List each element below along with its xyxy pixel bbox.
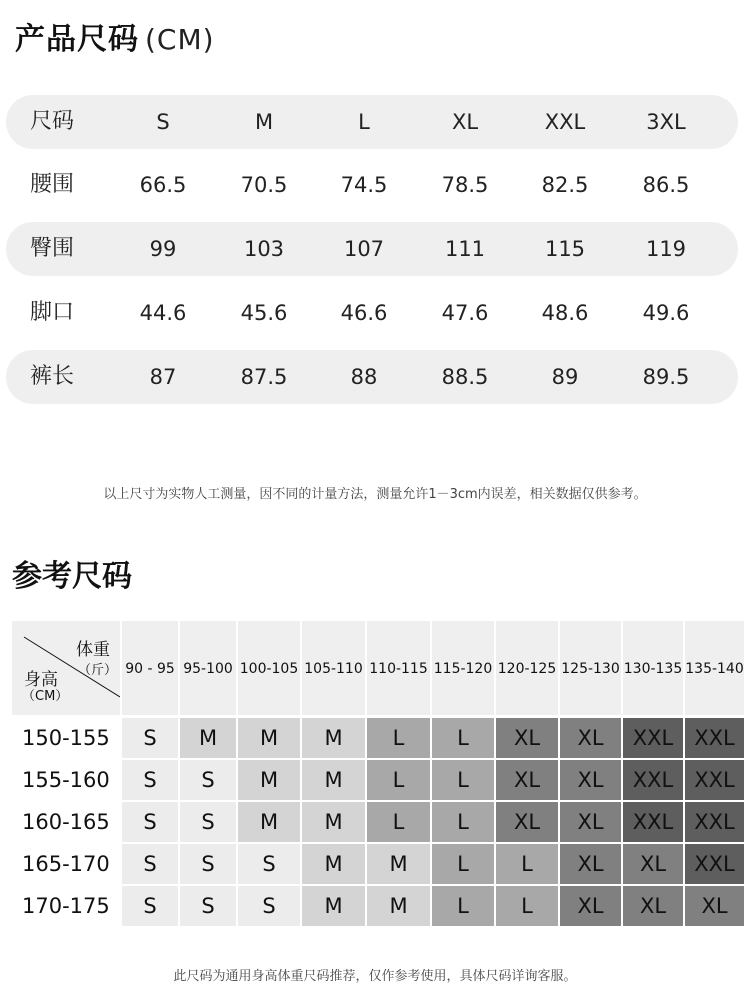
size-recommendation-cell: M [302,886,365,926]
weight-header-cell: 110-115 [367,621,430,715]
measurement-cell: 115 [544,237,586,261]
row-label: 脚口 [30,300,75,325]
weight-unit: （斤） [78,663,118,678]
weight-header-cell: 130-135 [623,621,683,715]
size-recommendation-cell: L [432,886,494,926]
size-recommendation-cell: XXL [623,718,683,758]
size-recommendation-cell: L [367,802,430,842]
measurement-note: 以上尺寸为实物人工测量，因不同的计量方法，测量允许1－3cm内误差，相关数据仅供参考。 [103,487,647,502]
size-recommendation-cell: M [302,718,365,758]
measurement-cell: 46.6 [340,301,388,325]
measurement-cell: 49.6 [642,301,690,325]
size-recommendation-cell: S [180,802,236,842]
reference-size-grid [12,621,744,928]
weight-label: 体重 [76,640,110,660]
size-header-cell: 3XL [646,110,686,134]
corner-header-cell [12,621,120,715]
size-header-cell: XL [451,110,479,134]
product-size-title: 产品尺码 [15,22,139,57]
size-recommendation-cell: M [238,760,300,800]
size-recommendation-cell: S [180,886,236,926]
measurement-cell: 44.6 [139,301,187,325]
size-recommendation-cell: XL [496,760,558,800]
size-recommendation-cell: XL [496,802,558,842]
measurement-cell: 78.5 [441,173,489,197]
size-recommendation-cell: XXL [685,844,744,884]
measurement-cell: 99 [149,237,177,261]
height-unit: （CM） [22,689,69,704]
weight-header-cell: 115-120 [432,621,494,715]
size-recommendation-cell: L [432,802,494,842]
size-recommendation-cell: XL [623,886,683,926]
measurement-cell: 87 [149,365,177,389]
size-header-cell: L [358,110,370,134]
measurement-cell: 70.5 [240,173,288,197]
product-size-row [6,158,738,212]
product-size-header-row [6,95,738,149]
size-recommendation-cell: M [238,718,300,758]
size-recommendation-cell: XXL [623,760,683,800]
section-title-reference-size: 参考尺码 [12,559,132,594]
size-recommendation-cell: XXL [685,718,744,758]
size-recommendation-cell: XL [560,718,621,758]
size-recommendation-cell: XL [560,802,621,842]
size-recommendation-cell: S [122,718,178,758]
size-recommendation-cell: M [180,718,236,758]
size-recommendation-cell: M [367,844,430,884]
weight-header-cell: 105-110 [302,621,365,715]
size-recommendation-cell: S [122,844,178,884]
measurement-cell: 45.6 [240,301,288,325]
measurement-cell: 89.5 [642,365,690,389]
size-recommendation-cell: S [122,802,178,842]
measurement-cell: 88.5 [441,365,489,389]
measurement-cell: 88 [350,365,378,389]
size-recommendation-cell: S [122,886,178,926]
measurement-cell: 66.5 [139,173,187,197]
weight-header-cell: 125-130 [560,621,621,715]
weight-header-cell: 95-100 [180,621,236,715]
measurement-cell: 86.5 [642,173,690,197]
product-size-row [6,286,738,340]
measurement-cell: 119 [645,237,687,261]
header-label: 尺码 [30,109,75,134]
measurement-cell: 111 [444,237,486,261]
section-title-product-size [15,14,215,58]
product-size-row [6,350,738,404]
height-label: 身高 [24,670,58,690]
size-recommendation-cell: L [432,844,494,884]
size-header-cell: M [254,110,274,134]
size-recommendation-cell: L [496,844,558,884]
weight-header-cell: 135-140 [685,621,744,715]
size-recommendation-cell: L [496,886,558,926]
size-recommendation-cell: M [302,844,365,884]
measurement-cell: 74.5 [340,173,388,197]
size-recommendation-cell: L [432,760,494,800]
weight-header-cell: 120-125 [496,621,558,715]
measurement-cell: 47.6 [441,301,489,325]
product-size-row [6,222,738,276]
measurement-cell: 107 [343,237,385,261]
measurement-cell: 82.5 [541,173,589,197]
height-range-cell: 165-170 [12,844,120,884]
size-recommendation-cell: M [367,886,430,926]
measurement-cell: 48.6 [541,301,589,325]
size-recommendation-cell: XL [560,844,621,884]
measurement-cell: 87.5 [240,365,288,389]
height-range-cell: 170-175 [12,886,120,926]
row-label: 腰围 [30,172,75,197]
size-recommendation-cell: S [122,760,178,800]
size-recommendation-cell: XXL [685,760,744,800]
size-recommendation-cell: L [367,718,430,758]
recommendation-note: 此尺码为通用身高体重尺码推荐，仅作参考使用，具体尺码详询客服。 [173,969,577,984]
height-range-cell: 160-165 [12,802,120,842]
size-recommendation-cell: XXL [623,802,683,842]
size-recommendation-cell: S [238,886,300,926]
size-recommendation-cell: L [367,760,430,800]
measurement-cell: 89 [551,365,579,389]
size-recommendation-cell: M [302,760,365,800]
row-label: 臀围 [30,236,75,261]
size-recommendation-cell: M [238,802,300,842]
product-size-unit: (CM) [145,23,215,56]
size-recommendation-cell: XL [560,760,621,800]
weight-header-cell: 90 - 95 [122,621,178,715]
size-recommendation-cell: XL [496,718,558,758]
size-recommendation-cell: L [432,718,494,758]
size-recommendation-cell: M [302,802,365,842]
size-recommendation-cell: XL [685,886,744,926]
size-header-cell: XXL [544,110,586,134]
size-recommendation-cell: S [180,760,236,800]
weight-header-cell: 100-105 [238,621,300,715]
size-recommendation-cell: S [180,844,236,884]
size-recommendation-cell: S [238,844,300,884]
height-range-cell: 155-160 [12,760,120,800]
size-recommendation-cell: XL [623,844,683,884]
size-recommendation-cell: XXL [685,802,744,842]
size-recommendation-cell: XL [560,886,621,926]
size-header-cell: S [156,110,170,134]
row-label: 裤长 [30,364,75,389]
height-range-cell: 150-155 [12,718,120,758]
measurement-cell: 103 [243,237,285,261]
